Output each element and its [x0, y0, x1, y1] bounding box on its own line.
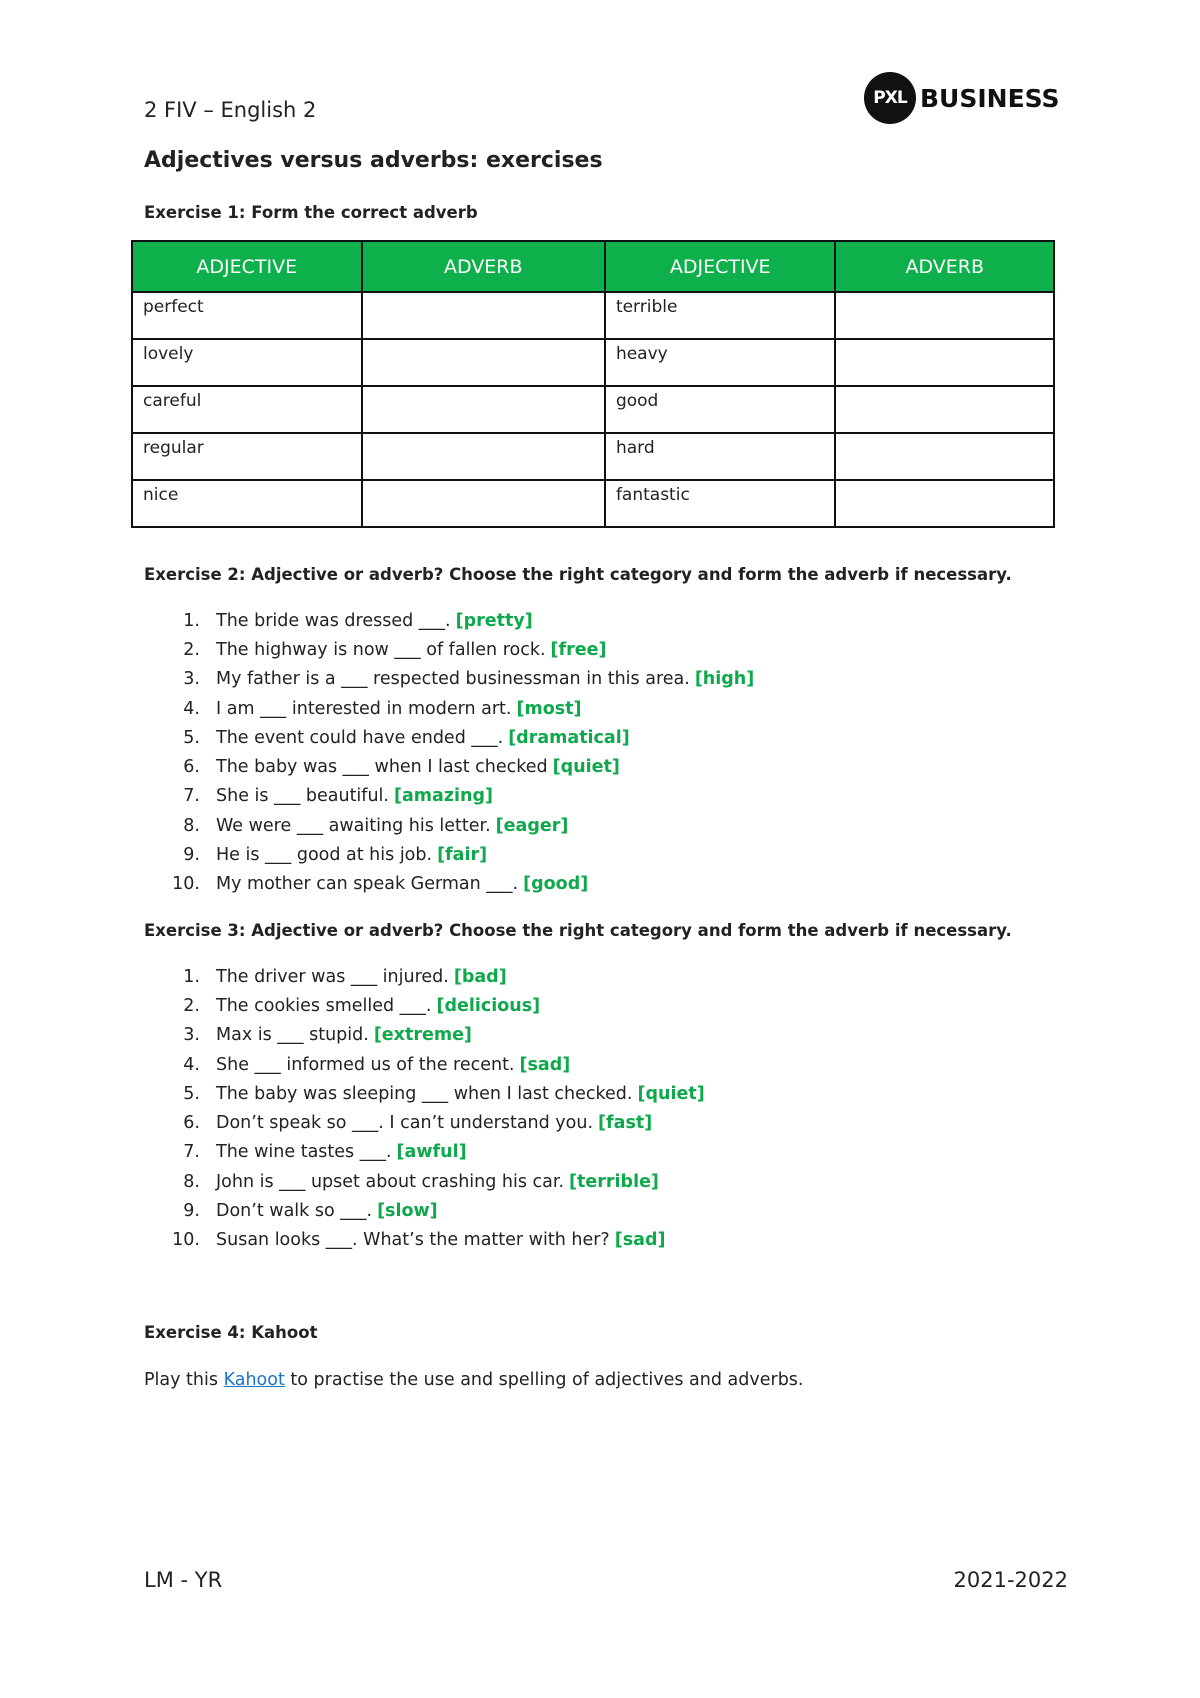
list-item: 9. Don’t walk so ___. [slow] — [183, 1201, 438, 1222]
column-header: ADVERB — [362, 241, 605, 292]
adjective-cell: terrible — [605, 292, 836, 339]
course-title: 2 FIV – English 2 — [144, 98, 317, 122]
kahoot-link[interactable]: Kahoot — [223, 1370, 285, 1390]
table-row — [132, 386, 1054, 433]
list-item: 3. My father is a ___ respected businessman in this area. [high] — [183, 669, 755, 690]
footer-authors: LM - YR — [144, 1568, 223, 1592]
list-item: 2. The highway is now ___ of fallen rock. [free] — [183, 639, 607, 660]
exercise2-list — [144, 606, 754, 899]
keyword-hint: [quiet] — [552, 757, 620, 778]
list-item: 5. The baby was sleeping ___ when I last checked. [quiet] — [183, 1083, 705, 1104]
keyword-hint: [sad] — [519, 1054, 571, 1075]
list-item: 6. The baby was ___ when I last checked [quiet] — [183, 757, 620, 778]
keyword-hint: [fast] — [598, 1113, 653, 1134]
table-row — [132, 480, 1054, 527]
exercise4-heading: Exercise 4: Kahoot — [144, 1323, 318, 1342]
list-item: 4. I am ___ interested in modern art. [most] — [183, 698, 582, 719]
adverb-answer-cell[interactable] — [362, 433, 605, 480]
kahoot-paragraph: Play this Kahoot to practise the use and spelling of adjectives and adverbs. — [144, 1370, 804, 1390]
footer-year: 2021-2022 — [953, 1568, 1068, 1592]
keyword-hint: [eager] — [495, 815, 569, 836]
list-item: 2. The cookies smelled ___. [delicious] — [183, 995, 541, 1016]
adverb-answer-cell[interactable] — [835, 292, 1054, 339]
keyword-hint: [good] — [523, 874, 589, 895]
keyword-hint: [most] — [516, 698, 582, 719]
list-item: 1. The bride was dressed ___. [pretty] — [183, 610, 533, 631]
table-header-row — [132, 241, 1054, 292]
adverb-answer-cell[interactable] — [835, 386, 1054, 433]
list-item: 8. John is ___ upset about crashing his car. [terrible] — [183, 1171, 659, 1192]
list-item: 7. She is ___ beautiful. [amazing] — [183, 786, 494, 807]
keyword-hint: [pretty] — [455, 610, 533, 631]
page-title: Adjectives versus adverbs: exercises — [144, 148, 603, 173]
logo-word: BUSINESS — [920, 83, 1060, 113]
column-header: ADVERB — [835, 241, 1054, 292]
adjective-cell: fantastic — [605, 480, 836, 527]
keyword-hint: [slow] — [377, 1201, 438, 1222]
adverb-answer-cell[interactable] — [362, 292, 605, 339]
exercise3-heading: Exercise 3: Adjective or adverb? Choose the right category and form the adverb if necessary. — [144, 921, 1012, 940]
column-header: ADJECTIVE — [132, 241, 362, 292]
list-item: 10. My mother can speak German ___. [good] — [172, 874, 589, 895]
keyword-hint: [extreme] — [373, 1025, 472, 1046]
list-item: 10. Susan looks ___. What’s the matter with her? [sad] — [172, 1230, 666, 1251]
list-item: 8. We were ___ awaiting his letter. [eager] — [183, 815, 569, 836]
exercise2-heading: Exercise 2: Adjective or adverb? Choose the right category and form the adverb if necessary. — [144, 565, 1012, 584]
keyword-hint: [dramatical] — [508, 727, 630, 748]
keyword-hint: [sad] — [614, 1230, 666, 1251]
table-row — [132, 433, 1054, 480]
list-item: 3. Max is ___ stupid. [extreme] — [183, 1025, 472, 1046]
adverb-answer-cell[interactable] — [362, 480, 605, 527]
adjective-cell: good — [605, 386, 836, 433]
adverb-answer-cell[interactable] — [835, 480, 1054, 527]
keyword-hint: [amazing] — [393, 786, 494, 807]
adjective-cell: perfect — [132, 292, 362, 339]
table-row — [132, 292, 1054, 339]
list-item: 5. The event could have ended ___. [dramatical] — [183, 727, 630, 748]
adjective-cell: nice — [132, 480, 362, 527]
list-item: 1. The driver was ___ injured. [bad] — [183, 966, 507, 987]
adjective-cell: heavy — [605, 339, 836, 386]
list-item: 6. Don’t speak so ___. I can’t understand you. [fast] — [183, 1113, 653, 1134]
adjective-cell: careful — [132, 386, 362, 433]
adjective-cell: regular — [132, 433, 362, 480]
table-row — [132, 339, 1054, 386]
adjective-cell: lovely — [132, 339, 362, 386]
pxl-business-logo — [864, 72, 1060, 124]
list-item: 9. He is ___ good at his job. [fair] — [183, 845, 488, 866]
keyword-hint: [delicious] — [436, 995, 541, 1016]
keyword-hint: [free] — [550, 639, 607, 660]
list-item: 7. The wine tastes ___. [awful] — [183, 1142, 467, 1163]
adjective-cell: hard — [605, 433, 836, 480]
keyword-hint: [bad] — [453, 966, 507, 987]
adverb-answer-cell[interactable] — [835, 339, 1054, 386]
exercise3-list — [144, 962, 705, 1255]
adverb-answer-cell[interactable] — [362, 339, 605, 386]
adverb-answer-cell[interactable] — [835, 433, 1054, 480]
adverb-table — [131, 240, 1055, 528]
keyword-hint: [awful] — [396, 1142, 467, 1163]
adverb-answer-cell[interactable] — [362, 386, 605, 433]
list-item: 4. She ___ informed us of the recent. [sad] — [183, 1054, 571, 1075]
exercise1-heading: Exercise 1: Form the correct adverb — [144, 203, 478, 222]
logo-mark: PXL — [864, 72, 916, 124]
keyword-hint: [terrible] — [569, 1171, 659, 1192]
keyword-hint: [high] — [694, 669, 755, 690]
column-header: ADJECTIVE — [605, 241, 836, 292]
keyword-hint: [quiet] — [637, 1083, 705, 1104]
keyword-hint: [fair] — [437, 845, 488, 866]
